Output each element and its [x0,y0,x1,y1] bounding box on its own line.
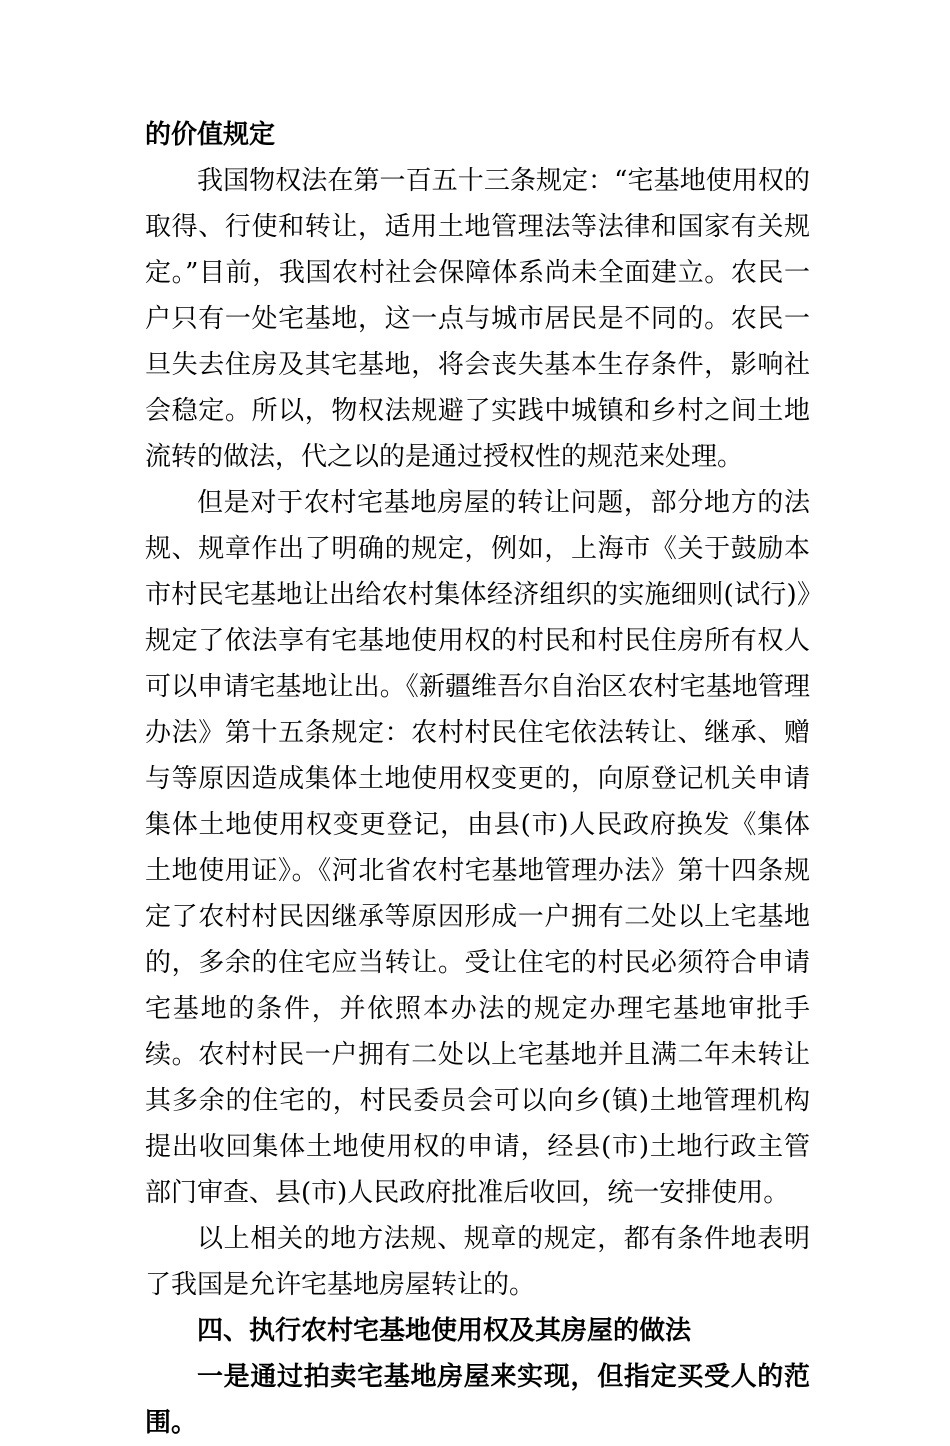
heading-continued: 的价值规定 [145,120,276,150]
subheading: 一是通过拍卖宅基地房屋来实现，但指定买受人的范围。 [145,1362,810,1438]
document-body [145,112,810,1446]
paragraph-3: 以上相关的地方法规、规章的规定，都有条件地表明了我国是允许宅基地房屋转让的。 [145,1224,810,1300]
paragraph-2: 但是对于农村宅基地房屋的转让问题，部分地方的法规、规章作出了明确的规定，例如，上海市《关于鼓励本市村民宅基地让出给农村集体经济组织的实施细则(试行)》规定了依法享有宅基地使用权的村民和村民住房所有权人可以申请宅基地让出。《新疆维吾尔自治区农村宅基地管理办法》第十五条规定：农村村民住宅依法转让、继承、赠与等原因造成集体土地使用权变更的，向原登记机关申请集体土地使用权变更登记，由县(市)人民政府换发《集体土地使用证》。《河北省农村宅基地管理办法》第十四条规定了农村村民因继承等原因形成一户拥有二处以上宅基地的，多余的住宅应当转让。受让住宅的村民必须符合申请宅基地的条件，并依照本办法的规定办理宅基地审批手续。农村村民一户拥有二处以上宅基地并且满二年未转让其多余的住宅的，村民委员会可以向乡(镇)土地管理机构提出收回集体土地使用权的申请，经县(市)土地行政主管部门审查、县(市)人民政府批准后收回，统一安排使用。 [145,488,810,1208]
section-heading: 四、执行农村宅基地使用权及其房屋的做法 [197,1316,692,1346]
paragraph-1: 我国物权法在第一百五十三条规定：“宅基地使用权的取得、行使和转让，适用土地管理法等法律和国家有关规定。”目前，我国农村社会保障体系尚未全面建立。农民一户只有一处宅基地，这一点与城市居民是不同的。农民一旦失去住房及其宅基地，将会丧失基本生存条件，影响社会稳定。所以，物权法规避了实践中城镇和乡村之间土地流转的做法，代之以的是通过授权性的规范来处理。 [145,166,810,472]
